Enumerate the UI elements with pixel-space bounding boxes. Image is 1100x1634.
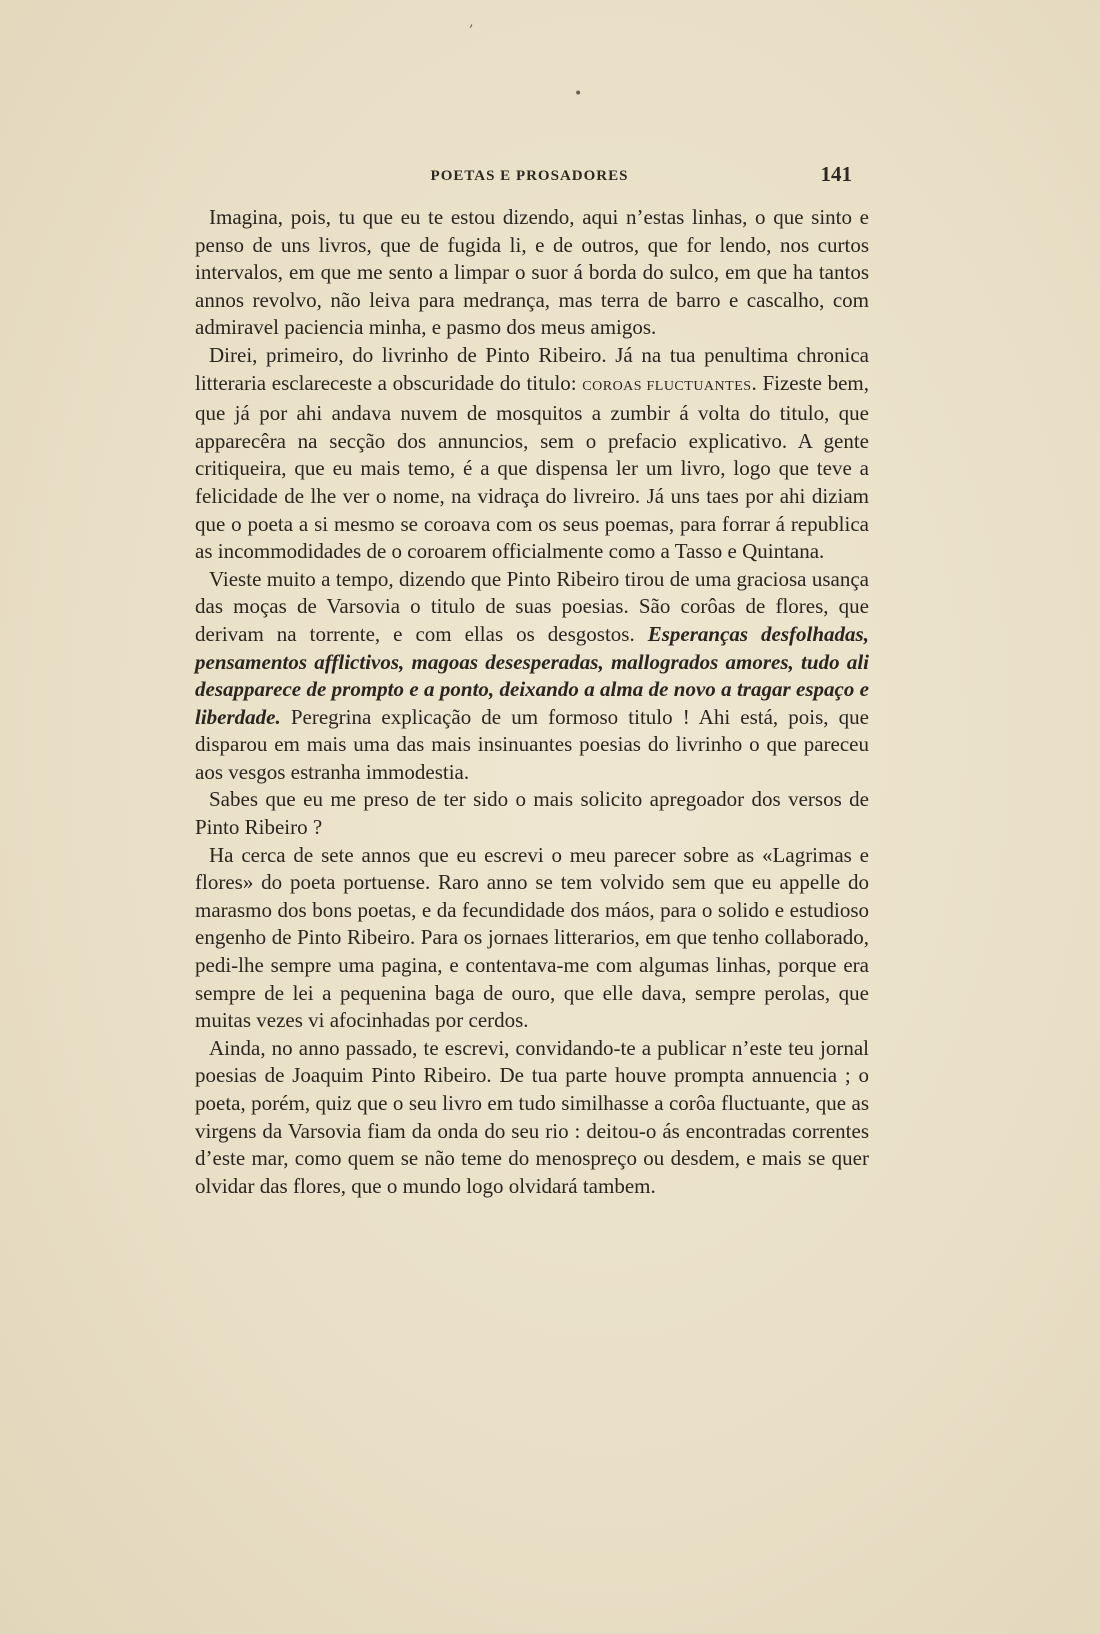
paragraph-5: Ha cerca de sete annos que eu escrevi o meu parecer sobre as «Lagrimas e flores» do poeta portuense. Raro anno se tem volvido sem que eu appelle do marasmo dos bons poetas, e da fecundidade dos máos, para o solido e estudioso engenho de Pinto Ribeiro. Para os jornaes litterarios, em que tenho collaborado, pedi-lhe sempre uma pagina, e contentava-me com algumas linhas, porque era sempre de lei a pequenina baga de ouro, que elle dava, sempre perolas, que muitas vezes vi afocinhadas por cerdos. (195, 842, 869, 1033)
page-header (197, 162, 862, 192)
body-text (195, 204, 869, 1200)
page-number: 141 (820, 162, 852, 186)
paragraph-2-text-b: . Fizeste bem, que já por ahi andava nuvem de mosquitos a zumbir á volta do titulo, que apparecêra na secção dos annuncios, sem o prefacio explicativo. A gente critiqueira, que eu mais temo, é a que dispensa ler um livro, logo que teve a felicidade de lhe ver o nome, na vidraça do livreiro. Já uns taes por ahi diziam que o poeta a si mesmo se coroava com os seus poemas, para forrar á republica as incommodidades de o coroarem officialmente como a Tasso e Quintana. (195, 370, 869, 564)
paragraph-4: Sabes que eu me preso de ter sido o mais solicito apregoador dos versos de Pinto Ribeiro ? (195, 787, 869, 840)
ink-speck: ‚ (469, 14, 474, 30)
italic-quotation: Esperanças desfolhadas, pensamentos afflictivos, magoas desesperadas, mallogrados amores, tudo ali desapparece de prompto e a ponto, deixando a alma de novo a tragar espaço e liberdade. (195, 621, 869, 729)
running-head: POETAS E PROSADORES (430, 168, 629, 184)
paragraph-3 (195, 566, 869, 787)
paragraph-3-text-a: Vieste muito a tempo, dizendo que Pinto Ribeiro tirou de uma graciosa usança das moças de Varsovia o titulo de suas poesias. São corôas de flores, que derivam na torrente, e com ellas os desgostos. (195, 566, 869, 646)
paragraph-3-text-b: Peregrina explicação de um formoso titulo ! Ahi está, pois, que disparou em mais uma das mais insinuantes poesias do livrinho o que pareceu aos vesgos estranha immodestia. (195, 704, 869, 784)
paragraph-6: Ainda, no anno passado, te escrevi, convidando-te a publicar n’este teu jornal poesias de Joaquim Pinto Ribeiro. De tua parte houve prompta annuencia ; o poeta, porém, quiz que o seu livro em tudo similhasse a corôa fluctuante, que as virgens da Varsovia fiam da onda do seu rio : deitou-o ás encontradas correntes d’este mar, como quem se não teme do menospreço ou desdem, e mais se quer olvidar das flores, que o mundo logo olvidará tambem. (195, 1035, 869, 1198)
paragraph-1: Imagina, pois, tu que eu te estou dizendo, aqui n’estas linhas, o que sinto e penso de uns livros, que de fugida li, e de outros, que for lendo, nos curtos intervalos, em que me sento a limpar o suor á borda do sulco, em que ha tantos annos revolvo, não leiva para medrança, mas terra de barro e cascalho, com admiravel paciencia minha, e pasmo dos meus amigos. (195, 205, 869, 340)
ink-speck: • (574, 86, 583, 102)
paragraph-2-text-a: Direi, primeiro, do livrinho de Pinto Ribeiro. Já na tua penultima chronica litteraria esclareceste a obscuridade do titulo: (195, 342, 869, 395)
book-title-smallcaps: COROAS FLUCTUANTES (582, 378, 752, 394)
paragraph-2 (195, 342, 869, 566)
